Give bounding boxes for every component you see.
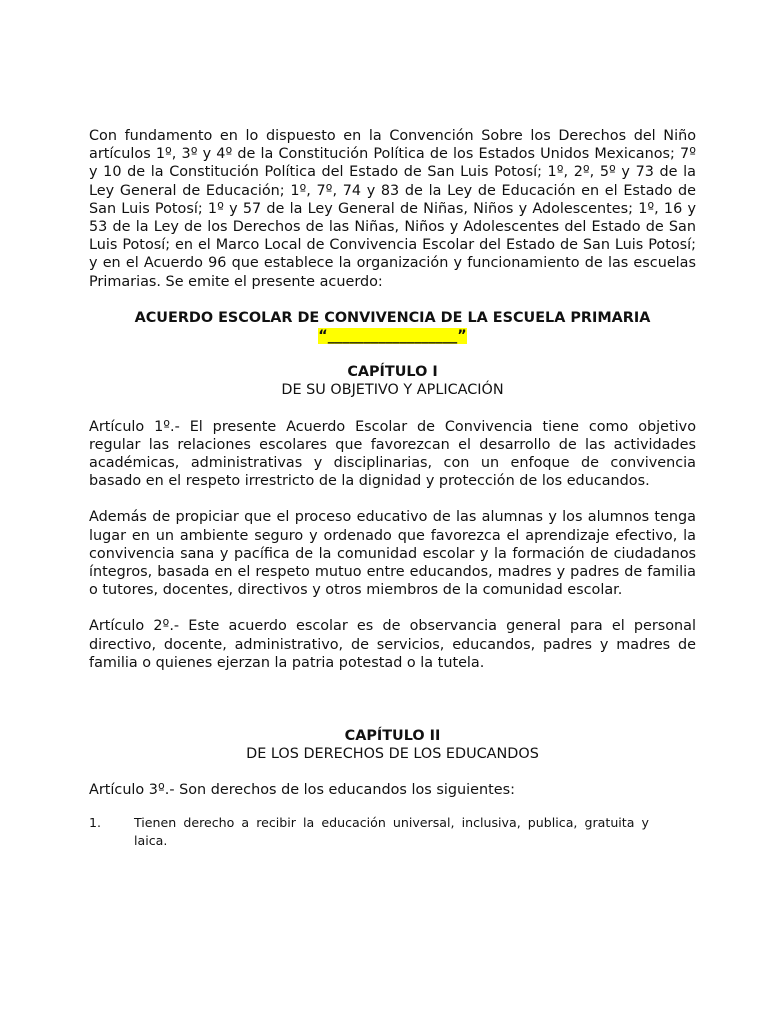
article-3: Artículo 3º.- Son derechos de los educandos los siguientes:	[89, 782, 515, 799]
document-page	[89, 127, 696, 850]
list-item	[89, 814, 696, 850]
chapter-2-heading: CAPÍTULO II	[344, 728, 441, 745]
agreement-title: ACUERDO ESCOLAR DE CONVIVENCIA DE LA ESCUELA PRIMARIA	[134, 309, 651, 326]
article-1-continuation: Además de propiciar que el proceso educativo de las alumnas y los alumnos tenga lugar en un ambiente seguro y ordenado que favorezca el aprendizaje efectivo, la convivencia sana y pacífica de la comunidad escolar y la formación de ciudadanos íntegros, basada en el respeto mutuo entre educandos, madres y padres de familia o tutores, docentes, directivos y otros miembros de la comunidad escolar.	[89, 509, 696, 599]
school-name-blank	[89, 327, 696, 345]
article-1: Artículo 1º.- El presente Acuerdo Escolar de Convivencia tiene como objetivo regular las relaciones escolares que favorezcan el desarrollo de las actividades académicas, administrativas y disciplinarias, con un enfoque de convivencia basado en el respeto irrestricto de la dignidad y protección de los educandos.	[89, 418, 696, 490]
intro-paragraph: Con fundamento en lo dispuesto en la Convención Sobre los Derechos del Niño artículos 1º, 3º y 4º de la Constitución Política de los Estados Unidos Mexicanos; 7º y 10 de la Constitución Política del Estado de San Luis Potosí; 1º, 2º, 5º y 73 de la Ley General de Educación; 1º, 7º, 74 y 83 de la Ley de Educación en el Estado de San Luis Potosí; 1º y 57 de la Ley General de Niñas, Niños y Adolescentes; 1º, 16 y 53 de la Ley de los Derechos de las Niñas, Niños y Adolescentes del Estado de San Luis Potosí; en el Marco Local de Convivencia Escolar del Estado de San Luis Potosí; y en el Acuerdo 96 que establece la organización y funcionamiento de las escuelas Primarias. Se emite el presente acuerdo:	[89, 128, 696, 290]
list-item-text: Tienen derecho a recibir la educación universal, inclusiva, publica, gratuita y laica.	[134, 814, 649, 848]
chapter-1-subheading: DE SU OBJETIVO Y APLICACIÓN	[281, 382, 504, 399]
chapter-2-subheading: DE LOS DERECHOS DE LOS EDUCANDOS	[246, 746, 539, 763]
school-name-highlight: “__________________”	[318, 328, 467, 345]
chapter-1-heading: CAPÍTULO I	[347, 364, 438, 381]
list-item-number: 1.	[89, 814, 102, 830]
article-2: Artículo 2º.- Este acuerdo escolar es de observancia general para el personal directivo, docente, administrativo, de servicios, educandos, padres y madres de familia o quienes ejerzan la patria potestad o la tutela.	[89, 618, 696, 671]
